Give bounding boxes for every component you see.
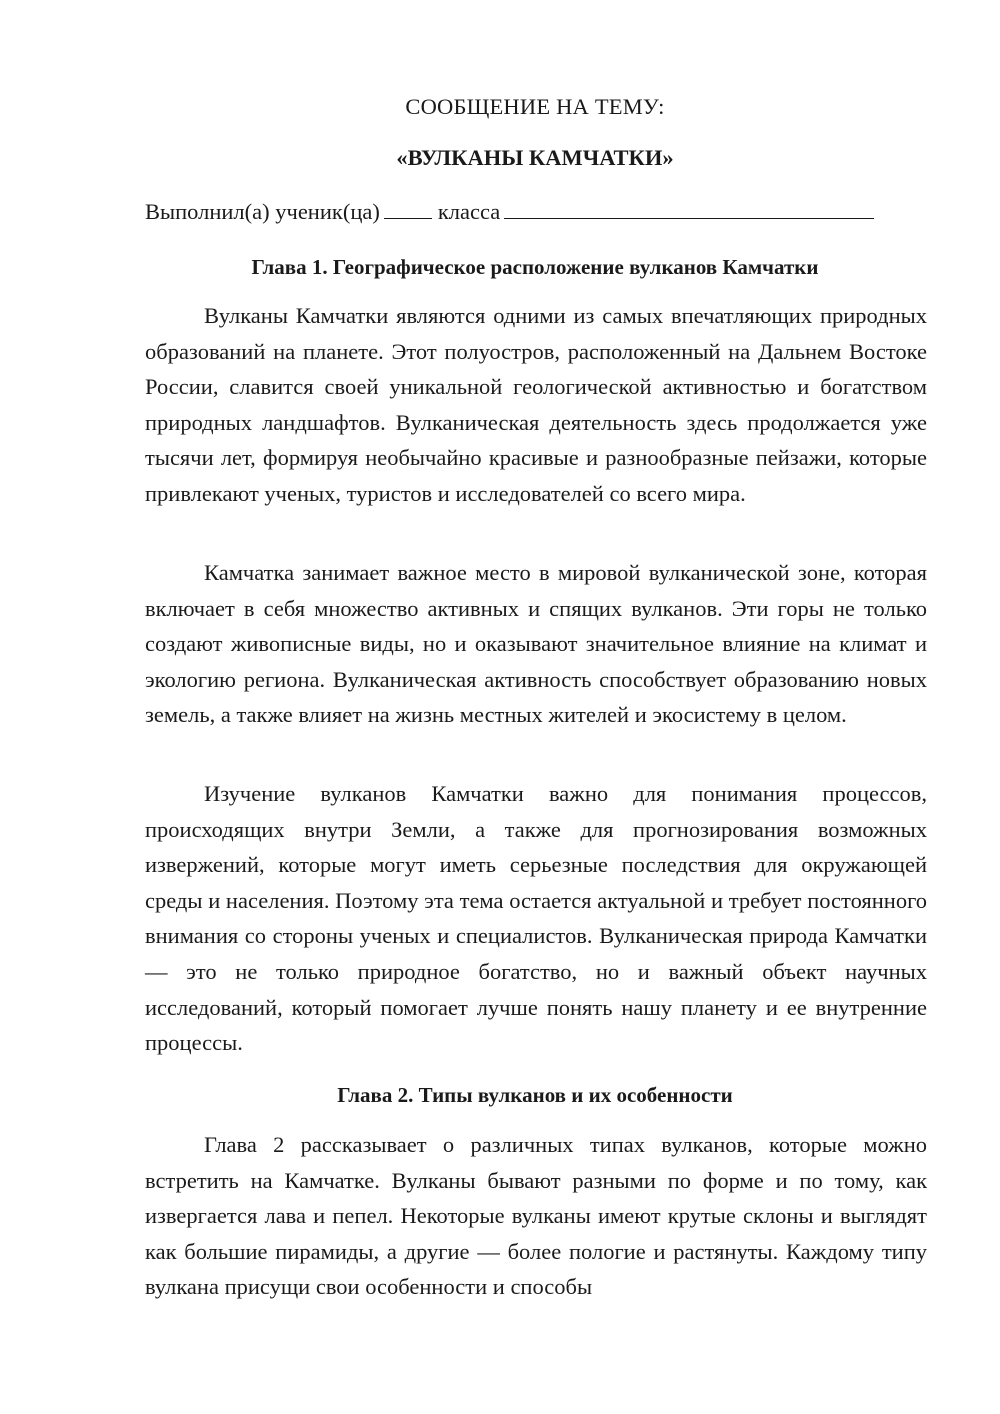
name-blank-field	[504, 198, 874, 219]
chapter-1-paragraph-2: Камчатка занимает важное место в мировой вулканической зоне, которая включает в себя множество активных и спящих вулканов. Эти горы не только создают живописные виды, но и оказывают значительное влияние на климат и экологию региона. Вулканическая активность способствует образованию новых земель, а также влияет на жизнь местных жителей и экосистему в целом.	[145, 560, 927, 728]
signature-class-label: класса	[437, 199, 501, 224]
signature-prefix: Выполнил(а) ученик(ца)	[145, 199, 380, 224]
chapter-2-heading: Глава 2. Типы вулканов и их особенности	[337, 1083, 733, 1107]
document-title-topic: «ВУЛКАНЫ КАМЧАТКИ»	[396, 145, 674, 170]
signature-line	[145, 198, 935, 225]
chapter-1-heading: Глава 1. Географическое расположение вулканов Камчатки	[251, 255, 819, 279]
grade-blank-field	[384, 198, 432, 219]
document-title-line-1: СООБЩЕНИЕ НА ТЕМУ:	[405, 94, 665, 119]
chapter-1-paragraph-1: Вулканы Камчатки являются одними из самых впечатляющих природных образований на планете. Этот полуостров, расположенный на Дальнем Востоке России, славится своей уникальной геологической активностью и богатством природных ландшафтов. Вулканическая деятельность здесь продолжается уже тысячи лет, формируя необычайно красивые и разнообразные пейзажи, которые привлекают ученых, туристов и исследователей со всего мира.	[145, 303, 927, 506]
chapter-1-paragraph-3: Изучение вулканов Камчатки важно для понимания процессов, происходящих внутри Земли, а также для прогнозирования возможных извержений, которые могут иметь серьезные последствия для окружающей среды и населения. Поэтому эта тема остается актуальной и требует постоянного внимания со стороны ученых и специалистов. Вулканическая природа Камчатки — это не только природное богатство, но и важный объект научных исследований, который помогает лучше понять нашу планету и ее внутренние процессы.	[145, 781, 927, 1056]
chapter-2-paragraph-1: Глава 2 рассказывает о различных типах вулканов, которые можно встретить на Камчатке. Вулканы бывают разными по форме и по тому, как извергается лава и пепел. Некоторые вулканы имеют крутые склоны и выглядят как большие пирамиды, а другие — более пологие и растянуты. Каждому типу вулкана присущи свои особенности и способы	[145, 1132, 927, 1300]
